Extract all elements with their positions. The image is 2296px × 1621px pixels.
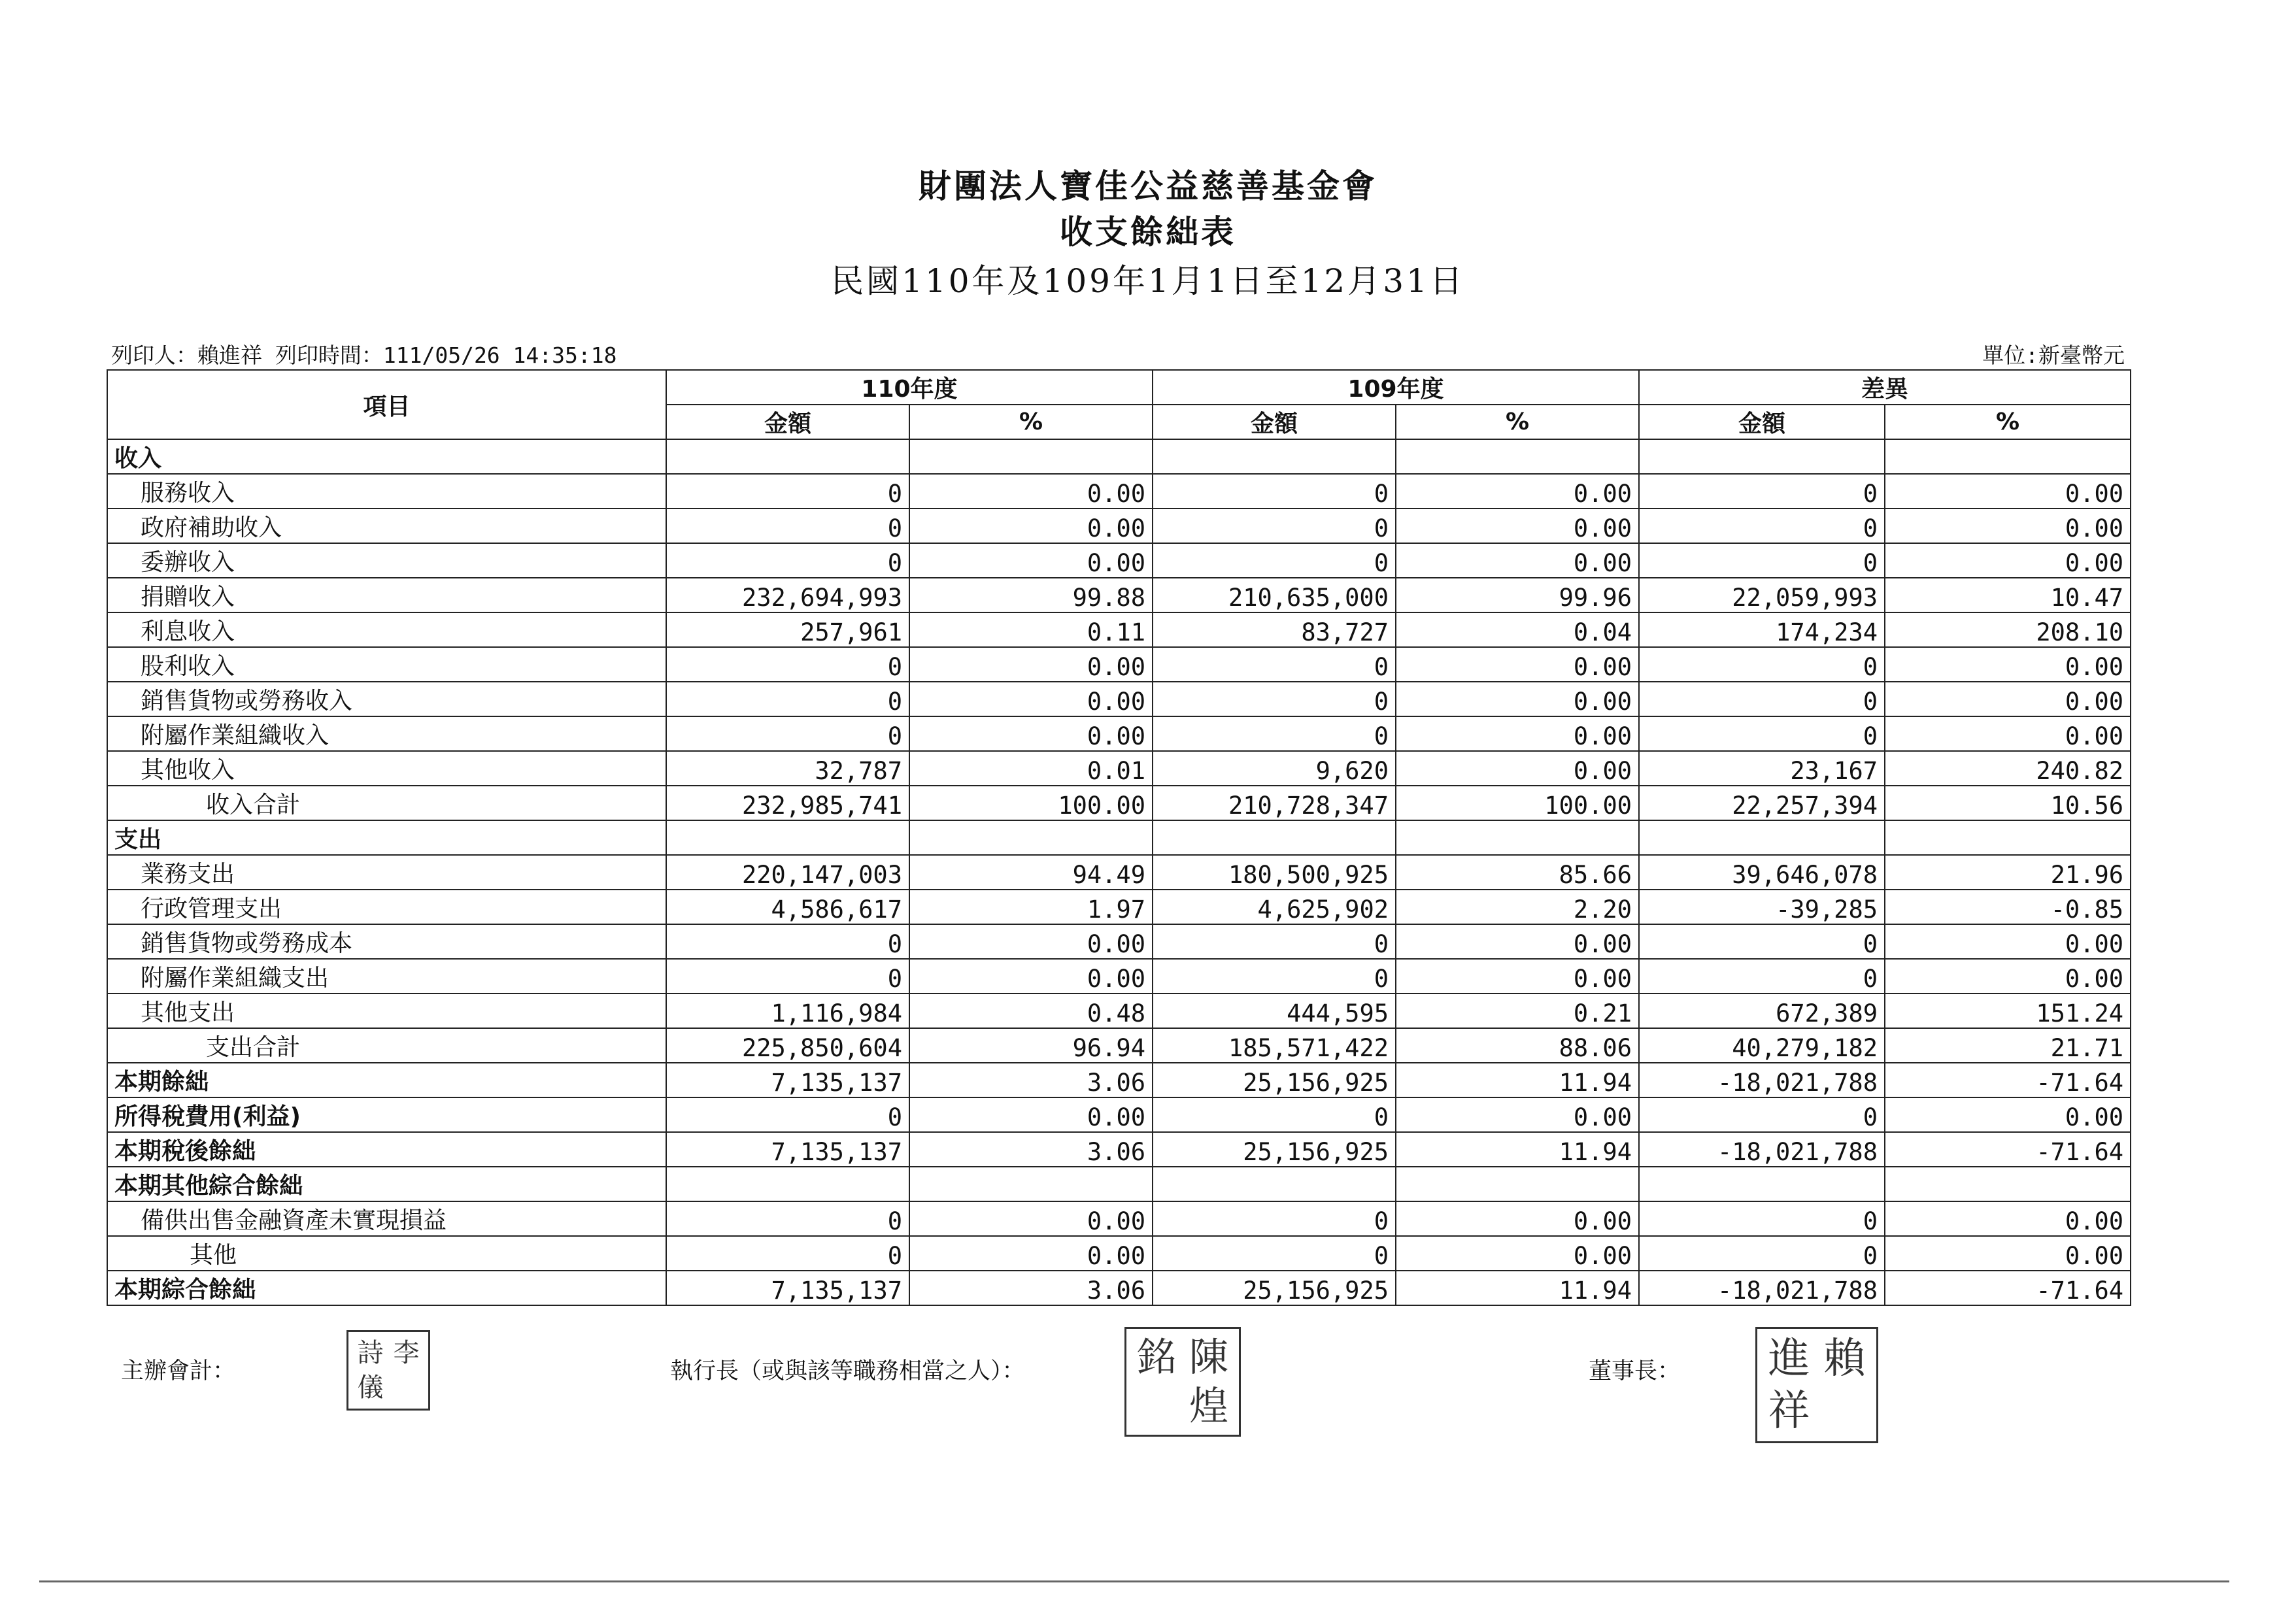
amount-header: 金額 — [1639, 405, 1885, 439]
year-109-header: 109年度 — [1153, 370, 1639, 405]
table-row — [107, 994, 2131, 1028]
percent-cell: 96.94 — [909, 1028, 1153, 1063]
accountant-seal — [346, 1330, 430, 1411]
group-header-row — [107, 370, 2131, 405]
bottom-divider — [39, 1580, 2229, 1582]
percent-cell: 0.00 — [1885, 924, 2131, 959]
amount-cell: 0 — [1639, 1236, 1885, 1271]
amount-cell: 0 — [1153, 1236, 1396, 1271]
amount-cell: 22,059,993 — [1639, 578, 1885, 612]
amount-cell: 444,595 — [1153, 994, 1396, 1028]
amount-cell — [666, 439, 909, 474]
item-column-header: 項目 — [107, 370, 666, 439]
percent-header: % — [1396, 405, 1639, 439]
chairman-signature-label: 董事長： — [1589, 1358, 1681, 1384]
percent-cell — [909, 1167, 1153, 1201]
ceo-seal — [1124, 1327, 1241, 1437]
percent-header: % — [909, 405, 1153, 439]
percent-cell: 0.48 — [909, 994, 1153, 1028]
report-title: 收支餘絀表 — [1060, 213, 1236, 251]
amount-cell: 0 — [1153, 647, 1396, 682]
row-label: 其他收入 — [107, 751, 666, 786]
percent-cell: 0.00 — [1396, 543, 1639, 578]
row-label: 備供出售金融資產未實現損益 — [107, 1201, 666, 1236]
percent-cell: 0.00 — [1396, 751, 1639, 786]
amount-cell: 25,156,925 — [1153, 1132, 1396, 1167]
row-label: 銷售貨物或勞務成本 — [107, 924, 666, 959]
percent-cell — [1396, 820, 1639, 855]
amount-cell: 39,646,078 — [1639, 855, 1885, 890]
amount-cell: -18,021,788 — [1639, 1063, 1885, 1097]
table-row — [107, 439, 2131, 474]
percent-cell: -0.85 — [1885, 890, 2131, 924]
row-label: 本期稅後餘絀 — [107, 1132, 666, 1167]
row-label: 收入 — [107, 439, 666, 474]
percent-cell: 94.49 — [909, 855, 1153, 890]
percent-cell: 0.00 — [1396, 647, 1639, 682]
row-label: 股利收入 — [107, 647, 666, 682]
row-label: 業務支出 — [107, 855, 666, 890]
amount-cell: 0 — [666, 1201, 909, 1236]
amount-cell — [666, 1167, 909, 1201]
amount-cell: 7,135,137 — [666, 1132, 909, 1167]
amount-cell: 83,727 — [1153, 612, 1396, 647]
amount-cell: 0 — [1153, 474, 1396, 509]
percent-cell: 0.21 — [1396, 994, 1639, 1028]
percent-cell: 0.00 — [1885, 509, 2131, 543]
amount-cell: 0 — [1639, 543, 1885, 578]
table-row — [107, 1028, 2131, 1063]
percent-cell: 0.00 — [1885, 543, 2131, 578]
row-label: 本期餘絀 — [107, 1063, 666, 1097]
chairman-seal — [1755, 1327, 1878, 1443]
amount-header: 金額 — [1153, 405, 1396, 439]
percent-cell: 88.06 — [1396, 1028, 1639, 1063]
table-row — [107, 959, 2131, 994]
amount-cell: 0 — [666, 716, 909, 751]
percent-cell: 0.00 — [1885, 959, 2131, 994]
amount-cell: 0 — [1639, 509, 1885, 543]
year-110-header: 110年度 — [666, 370, 1153, 405]
percent-cell: 0.00 — [909, 474, 1153, 509]
amount-cell: 25,156,925 — [1153, 1063, 1396, 1097]
percent-cell: 0.11 — [909, 612, 1153, 647]
percent-cell: 3.06 — [909, 1063, 1153, 1097]
percent-cell: 0.00 — [909, 1236, 1153, 1271]
amount-cell: -39,285 — [1639, 890, 1885, 924]
amount-cell: 32,787 — [666, 751, 909, 786]
amount-cell: 40,279,182 — [1639, 1028, 1885, 1063]
percent-cell — [1396, 439, 1639, 474]
seal-char: 李 — [393, 1338, 420, 1369]
percent-cell: 10.47 — [1885, 578, 2131, 612]
statement-table — [107, 369, 2131, 1306]
amount-cell: 23,167 — [1639, 751, 1885, 786]
amount-cell: 25,156,925 — [1153, 1271, 1396, 1305]
table-row — [107, 682, 2131, 716]
amount-cell: 0 — [666, 959, 909, 994]
table-row — [107, 1167, 2131, 1201]
amount-cell: 0 — [1639, 647, 1885, 682]
amount-cell: 7,135,137 — [666, 1063, 909, 1097]
percent-cell: 151.24 — [1885, 994, 2131, 1028]
amount-cell: 0 — [666, 924, 909, 959]
percent-cell: 0.00 — [1396, 509, 1639, 543]
percent-cell: -71.64 — [1885, 1132, 2131, 1167]
row-label: 本期其他綜合餘絀 — [107, 1167, 666, 1201]
percent-cell: 208.10 — [1885, 612, 2131, 647]
row-label: 行政管理支出 — [107, 890, 666, 924]
amount-cell — [1153, 820, 1396, 855]
report-period: 民國110年及109年1月1日至12月31日 — [831, 262, 1465, 300]
seal-char: 銘 — [1137, 1334, 1176, 1380]
table-row — [107, 1201, 2131, 1236]
seal-char: 煌 — [1189, 1383, 1228, 1429]
percent-cell: 0.00 — [1885, 1236, 2131, 1271]
percent-cell: 0.00 — [1396, 924, 1639, 959]
percent-cell: 11.94 — [1396, 1271, 1639, 1305]
row-label: 支出合計 — [107, 1028, 666, 1063]
accountant-signature-label: 主辦會計： — [121, 1358, 236, 1384]
row-label: 本期綜合餘絀 — [107, 1271, 666, 1305]
percent-cell: 0.00 — [1885, 1097, 2131, 1132]
percent-cell: 11.94 — [1396, 1132, 1639, 1167]
percent-cell: 99.88 — [909, 578, 1153, 612]
percent-cell: 0.00 — [909, 543, 1153, 578]
seal-char: 詩 — [357, 1338, 384, 1369]
amount-cell — [1153, 439, 1396, 474]
percent-cell: 10.56 — [1885, 786, 2131, 820]
amount-cell: 232,694,993 — [666, 578, 909, 612]
row-label: 附屬作業組織支出 — [107, 959, 666, 994]
row-label: 所得稅費用(利益) — [107, 1097, 666, 1132]
amount-cell: 4,586,617 — [666, 890, 909, 924]
row-label: 其他 — [107, 1236, 666, 1271]
amount-cell — [1639, 439, 1885, 474]
row-label: 支出 — [107, 820, 666, 855]
table-row — [107, 1271, 2131, 1305]
table-row — [107, 1236, 2131, 1271]
amount-cell: 0 — [666, 1236, 909, 1271]
amount-header: 金額 — [666, 405, 909, 439]
amount-cell: 0 — [1153, 509, 1396, 543]
percent-cell: 0.00 — [909, 682, 1153, 716]
amount-cell — [1639, 820, 1885, 855]
seal-char: 賴 — [1823, 1335, 1866, 1383]
percent-cell — [1396, 1167, 1639, 1201]
percent-cell — [1885, 439, 2131, 474]
table-row — [107, 716, 2131, 751]
amount-cell: 0 — [1639, 959, 1885, 994]
amount-cell: 174,234 — [1639, 612, 1885, 647]
percent-cell: 0.00 — [1396, 474, 1639, 509]
percent-cell: 0.00 — [909, 509, 1153, 543]
percent-cell: 3.06 — [909, 1271, 1153, 1305]
amount-cell: 0 — [1153, 543, 1396, 578]
amount-cell: 210,635,000 — [1153, 578, 1396, 612]
percent-cell: 0.00 — [1396, 1236, 1639, 1271]
amount-cell: 0 — [666, 1097, 909, 1132]
amount-cell: 672,389 — [1639, 994, 1885, 1028]
row-label: 捐贈收入 — [107, 578, 666, 612]
amount-cell: 7,135,137 — [666, 1271, 909, 1305]
percent-cell: 100.00 — [1396, 786, 1639, 820]
amount-cell: 220,147,003 — [666, 855, 909, 890]
amount-cell: 0 — [666, 474, 909, 509]
table-row — [107, 647, 2131, 682]
percent-cell: 0.00 — [1885, 716, 2131, 751]
percent-cell — [1885, 820, 2131, 855]
table-row — [107, 474, 2131, 509]
amount-cell: 0 — [1639, 1201, 1885, 1236]
amount-cell: 1,116,984 — [666, 994, 909, 1028]
row-label: 銷售貨物或勞務收入 — [107, 682, 666, 716]
table-row — [107, 855, 2131, 890]
percent-cell: 0.01 — [909, 751, 1153, 786]
table-row — [107, 751, 2131, 786]
percent-cell: 99.96 — [1396, 578, 1639, 612]
percent-cell: 0.00 — [909, 647, 1153, 682]
amount-cell: 0 — [1153, 924, 1396, 959]
currency-unit: 單位:新臺幣元 — [1982, 343, 2125, 368]
amount-cell: 180,500,925 — [1153, 855, 1396, 890]
amount-cell: 185,571,422 — [1153, 1028, 1396, 1063]
amount-cell: 210,728,347 — [1153, 786, 1396, 820]
table-row — [107, 1132, 2131, 1167]
amount-cell: 232,985,741 — [666, 786, 909, 820]
percent-cell: 0.00 — [909, 959, 1153, 994]
percent-cell: 21.96 — [1885, 855, 2131, 890]
row-label: 服務收入 — [107, 474, 666, 509]
percent-header: % — [1885, 405, 2131, 439]
percent-cell: 0.00 — [909, 1201, 1153, 1236]
seal-char: 祥 — [1768, 1387, 1810, 1435]
amount-cell: 0 — [1153, 1097, 1396, 1132]
percent-cell: 240.82 — [1885, 751, 2131, 786]
percent-cell: 85.66 — [1396, 855, 1639, 890]
table-row — [107, 1097, 2131, 1132]
row-label: 利息收入 — [107, 612, 666, 647]
percent-cell: 3.06 — [909, 1132, 1153, 1167]
difference-header: 差異 — [1639, 370, 2131, 405]
percent-cell: 0.00 — [1396, 682, 1639, 716]
percent-cell: -71.64 — [1885, 1271, 2131, 1305]
amount-cell: 0 — [1639, 924, 1885, 959]
percent-cell: 0.00 — [1396, 1201, 1639, 1236]
percent-cell: 0.00 — [1885, 474, 2131, 509]
percent-cell — [909, 439, 1153, 474]
amount-cell: 0 — [1639, 716, 1885, 751]
amount-cell: 0 — [1153, 1201, 1396, 1236]
percent-cell: 0.00 — [1885, 647, 2131, 682]
seal-char: 儀 — [357, 1372, 384, 1403]
table-row — [107, 924, 2131, 959]
table-row — [107, 578, 2131, 612]
percent-cell: 1.97 — [909, 890, 1153, 924]
table-row — [107, 1063, 2131, 1097]
table-row — [107, 612, 2131, 647]
percent-cell: 0.00 — [909, 924, 1153, 959]
percent-cell: 2.20 — [1396, 890, 1639, 924]
amount-cell: 0 — [1153, 959, 1396, 994]
amount-cell: 0 — [1153, 716, 1396, 751]
percent-cell — [909, 820, 1153, 855]
amount-cell — [666, 820, 909, 855]
amount-cell: 0 — [666, 543, 909, 578]
row-label: 其他支出 — [107, 994, 666, 1028]
row-label: 委辦收入 — [107, 543, 666, 578]
amount-cell: 4,625,902 — [1153, 890, 1396, 924]
amount-cell: 0 — [1639, 1097, 1885, 1132]
percent-cell — [1885, 1167, 2131, 1201]
amount-cell — [1153, 1167, 1396, 1201]
row-label: 收入合計 — [107, 786, 666, 820]
percent-cell: 0.00 — [1396, 1097, 1639, 1132]
percent-cell: -71.64 — [1885, 1063, 2131, 1097]
seal-char: 進 — [1768, 1335, 1810, 1383]
row-label: 附屬作業組織收入 — [107, 716, 666, 751]
print-info: 列印人：賴進祥 列印時間：111/05/26 14:35:18 — [111, 343, 617, 368]
amount-cell: 0 — [1639, 682, 1885, 716]
table-row — [107, 786, 2131, 820]
seal-char: 陳 — [1189, 1334, 1228, 1380]
amount-cell: 0 — [666, 509, 909, 543]
percent-cell: 11.94 — [1396, 1063, 1639, 1097]
amount-cell: 0 — [666, 647, 909, 682]
table-row — [107, 820, 2131, 855]
percent-cell: 0.00 — [1396, 959, 1639, 994]
amount-cell: 22,257,394 — [1639, 786, 1885, 820]
amount-cell: -18,021,788 — [1639, 1271, 1885, 1305]
percent-cell: 0.04 — [1396, 612, 1639, 647]
percent-cell: 100.00 — [909, 786, 1153, 820]
table-row — [107, 509, 2131, 543]
percent-cell: 0.00 — [909, 716, 1153, 751]
table-row — [107, 543, 2131, 578]
amount-cell: 0 — [666, 682, 909, 716]
amount-cell: 257,961 — [666, 612, 909, 647]
percent-cell: 0.00 — [909, 1097, 1153, 1132]
ceo-signature-label: 執行長（或與該等職務相當之人）： — [670, 1358, 1025, 1384]
table-row — [107, 890, 2131, 924]
amount-cell: 0 — [1639, 474, 1885, 509]
amount-cell: 9,620 — [1153, 751, 1396, 786]
amount-cell — [1639, 1167, 1885, 1201]
percent-cell: 0.00 — [1885, 682, 2131, 716]
row-label: 政府補助收入 — [107, 509, 666, 543]
percent-cell: 21.71 — [1885, 1028, 2131, 1063]
percent-cell: 0.00 — [1885, 1201, 2131, 1236]
amount-cell: 0 — [1153, 682, 1396, 716]
amount-cell: 225,850,604 — [666, 1028, 909, 1063]
percent-cell: 0.00 — [1396, 716, 1639, 751]
amount-cell: -18,021,788 — [1639, 1132, 1885, 1167]
organization-title: 財團法人寶佳公益慈善基金會 — [919, 167, 1377, 205]
